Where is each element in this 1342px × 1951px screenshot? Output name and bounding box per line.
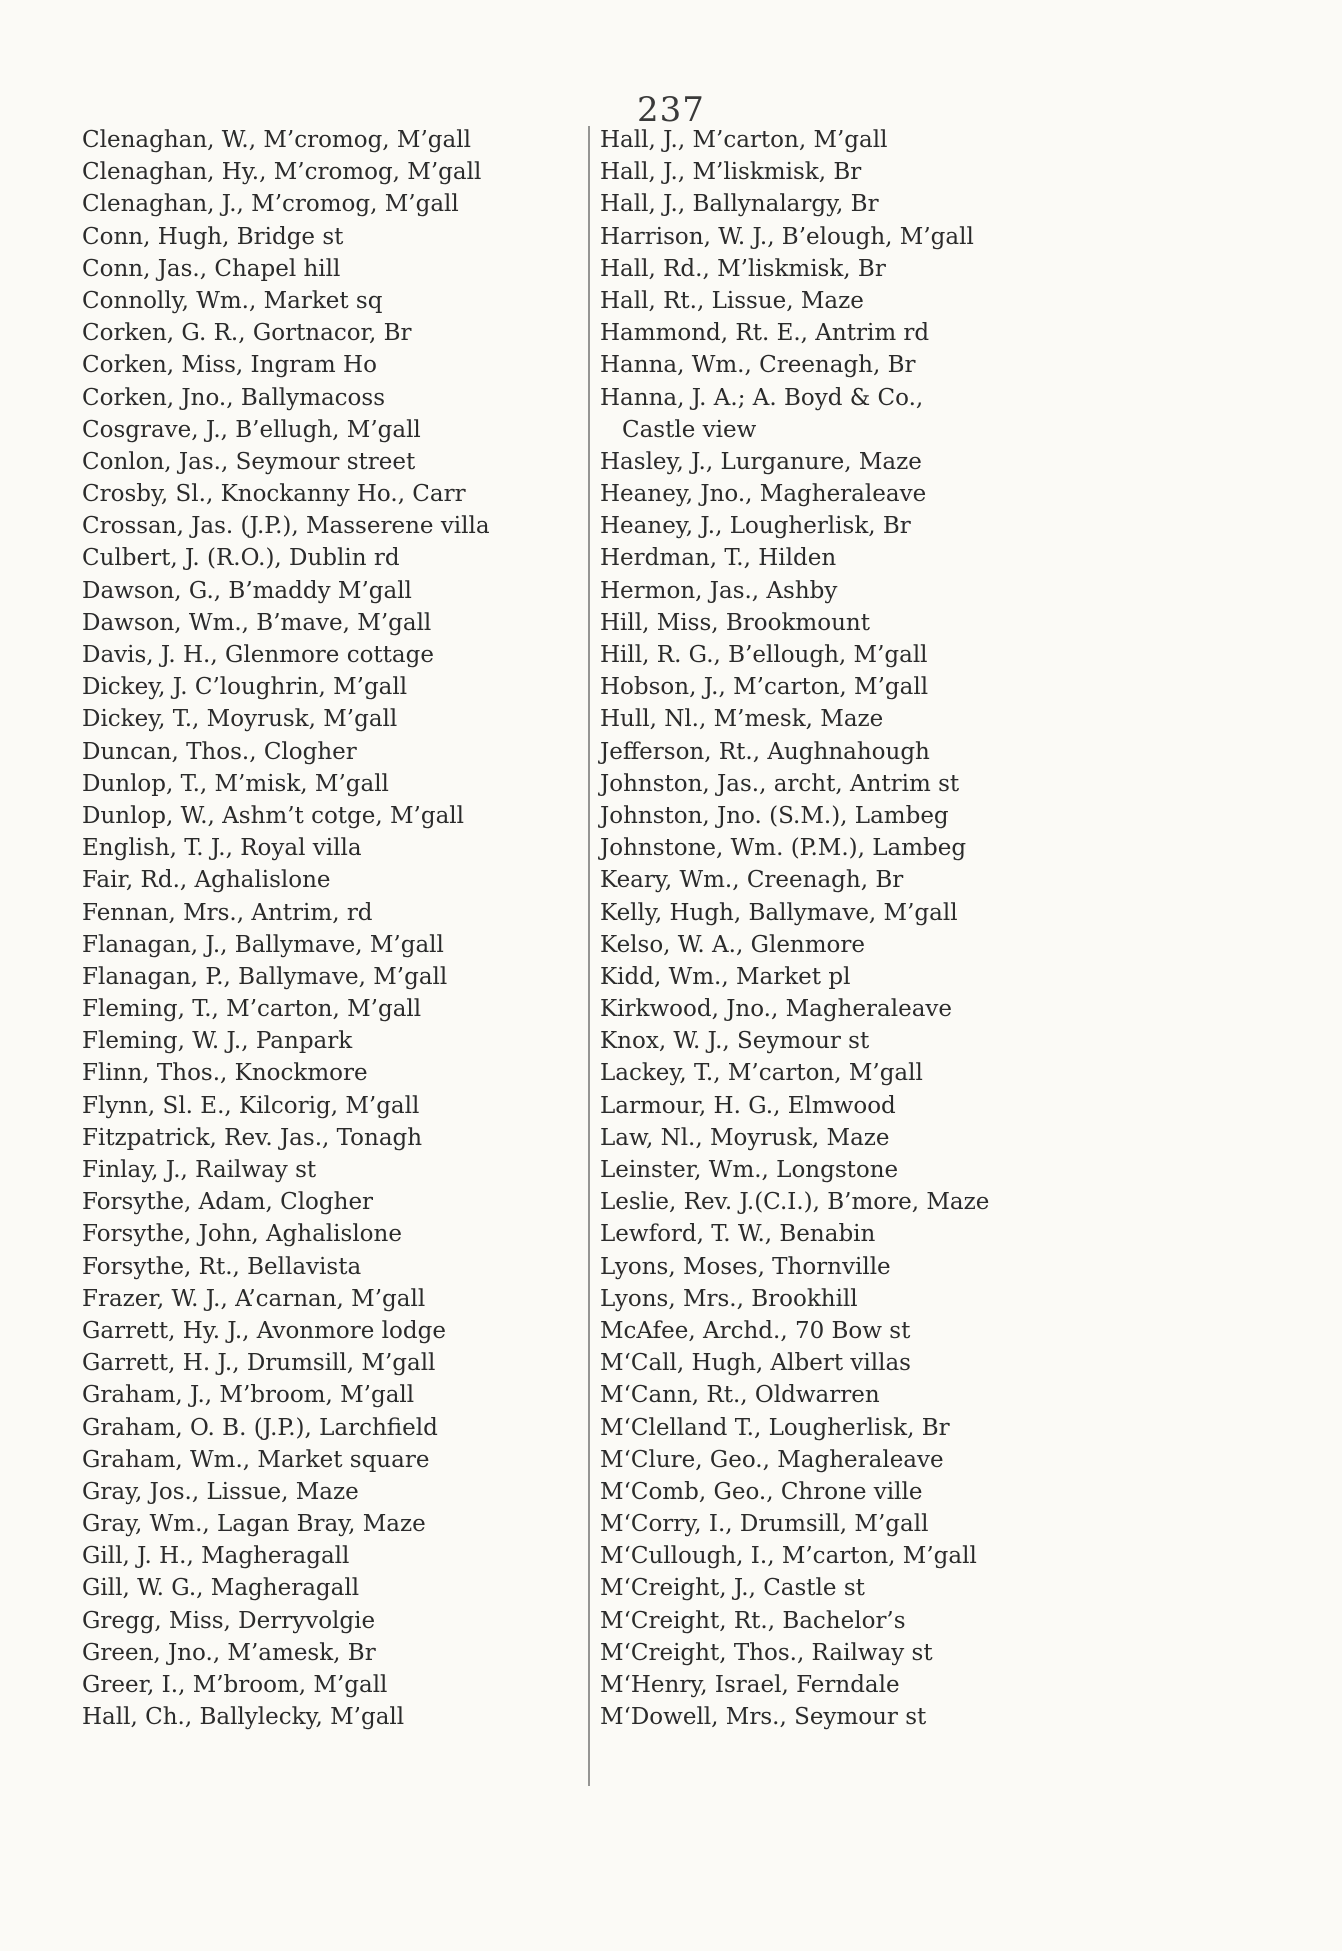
- directory-entry: Keary, Wm., Creenagh, Br: [600, 867, 904, 894]
- directory-entry: Graham, O. B. (J.P.), Larchfield: [82, 1414, 438, 1441]
- directory-entry: Flanagan, J., Ballymave, M’gall: [82, 931, 444, 958]
- directory-entry: M‘Call, Hugh, Albert villas: [600, 1350, 911, 1377]
- directory-entry: Hasley, J., Lurganure, Maze: [600, 448, 922, 475]
- directory-entry: Lewford, T. W., Benabin: [600, 1221, 876, 1248]
- directory-entry: Cosgrave, J., B’ellugh, M’gall: [82, 416, 421, 443]
- directory-entry: Lyons, Moses, Thornville: [600, 1253, 891, 1280]
- directory-entry: Leinster, Wm., Longstone: [600, 1157, 899, 1183]
- directory-entry: Duncan, Thos., Clogher: [82, 738, 357, 765]
- directory-entry: M‘Dowell, Mrs., Seymour st: [600, 1704, 927, 1731]
- directory-entry: Hanna, J. A.; A. Boyd & Co.,: [600, 384, 924, 411]
- directory-entry: Gregg, Miss, Derryvolgie: [82, 1607, 376, 1634]
- directory-entry: Castle view: [622, 416, 757, 443]
- directory-entry: Clenaghan, Hy., M’cromog, M’gall: [82, 159, 482, 186]
- directory-column-left: [82, 124, 572, 1733]
- directory-entry: Conn, Jas., Chapel hill: [82, 255, 341, 282]
- directory-entry: Herdman, T., Hilden: [600, 545, 837, 572]
- directory-entry: Dawson, Wm., B’mave, M’gall: [82, 609, 432, 636]
- directory-entry: Hobson, J., M’carton, M’gall: [600, 674, 929, 701]
- directory-entry: Lackey, T., M’carton, M’gall: [600, 1060, 923, 1087]
- directory-entry: Corken, Jno., Ballymacoss: [82, 384, 386, 411]
- directory-entry: Greer, I., M’broom, M’gall: [82, 1672, 388, 1698]
- directory-entry: Fennan, Mrs., Antrim, rd: [82, 899, 373, 926]
- directory-entry: Frazer, W. J., A’carnan, M’gall: [82, 1285, 426, 1312]
- directory-entry: Clenaghan, J., M’cromog, M’gall: [82, 191, 459, 218]
- directory-entry: Kelso, W. A., Glenmore: [600, 931, 866, 958]
- directory-entry: Gill, J. H., Magheragall: [82, 1543, 350, 1570]
- directory-entry: Lyons, Mrs., Brookhill: [600, 1285, 858, 1312]
- directory-entry: Hill, Miss, Brookmount: [600, 609, 870, 636]
- directory-entry: Fair, Rd., Aghalislone: [82, 867, 331, 894]
- directory-entry: Finlay, J., Railway st: [82, 1157, 317, 1183]
- directory-entry: M‘Creight, Rt., Bachelor’s: [600, 1607, 906, 1634]
- directory-entry: Johnston, Jno. (S.M.), Lambeg: [600, 802, 949, 829]
- directory-entry: Hall, J., Ballynalargy, Br: [600, 191, 879, 218]
- directory-entry: M‘Cullough, I., M’carton, M’gall: [600, 1543, 977, 1570]
- directory-entry: Gill, W. G., Magheragall: [82, 1575, 360, 1602]
- directory-entry: Connolly, Wm., Market sq: [82, 287, 383, 314]
- directory-entry: Heaney, Jno., Magheraleave: [600, 481, 927, 508]
- directory-entry: Kidd, Wm., Market pl: [600, 963, 851, 990]
- directory-entry: M‘Creight, J., Castle st: [600, 1575, 865, 1602]
- directory-entry: Harrison, W. J., B’elough, M’gall: [600, 223, 974, 250]
- directory-entry: M‘Comb, Geo., Chrone ville: [600, 1478, 923, 1505]
- directory-entry: Green, Jno., M’amesk, Br: [82, 1639, 376, 1666]
- directory-entry: Gray, Jos., Lissue, Maze: [82, 1478, 359, 1505]
- directory-entry: Johnston, Jas., archt, Antrim st: [600, 770, 960, 797]
- directory-entry: M‘Creight, Thos., Railway st: [600, 1639, 933, 1666]
- column-divider: [588, 126, 590, 1786]
- directory-column-right: [600, 124, 1120, 1733]
- directory-entry: Forsythe, John, Aghalislone: [82, 1221, 402, 1248]
- directory-entry: Garrett, Hy. J., Avonmore lodge: [82, 1317, 446, 1344]
- directory-entry: English, T. J., Royal villa: [82, 835, 362, 862]
- directory-entry: Flinn, Thos., Knockmore: [82, 1060, 368, 1087]
- directory-entry: Law, Nl., Moyrusk, Maze: [600, 1124, 890, 1151]
- directory-entry: Dickey, J. C’loughrin, M’gall: [82, 674, 408, 701]
- directory-entry: Leslie, Rev. J.(C.I.), B’more, Maze: [600, 1189, 990, 1216]
- directory-entry: Graham, J., M’broom, M’gall: [82, 1382, 415, 1409]
- directory-entry: Dickey, T., Moyrusk, M’gall: [82, 706, 398, 733]
- directory-entry: Dunlop, T., M’misk, M’gall: [82, 770, 389, 797]
- directory-entry: Kelly, Hugh, Ballymave, M’gall: [600, 899, 958, 926]
- directory-entry: M‘Clelland T., Lougherlisk, Br: [600, 1414, 950, 1441]
- directory-entry: M‘Henry, Israel, Ferndale: [600, 1672, 900, 1698]
- directory-entry: Hill, R. G., B’ellough, M’gall: [600, 642, 928, 668]
- directory-entry: Dunlop, W., Ashm’t cotge, M’gall: [82, 802, 465, 829]
- directory-entry: Davis, J. H., Glenmore cottage: [82, 642, 434, 668]
- directory-entry: Gray, Wm., Lagan Bray, Maze: [82, 1511, 426, 1538]
- directory-entry: Heaney, J., Lougherlisk, Br: [600, 513, 911, 540]
- directory-entry: M‘Corry, I., Drumsill, M’gall: [600, 1511, 929, 1538]
- directory-entry: M‘Clure, Geo., Magheraleave: [600, 1446, 944, 1473]
- directory-entry: Graham, Wm., Market square: [82, 1446, 430, 1473]
- directory-entry: Crosby, Sl., Knockanny Ho., Carr: [82, 481, 466, 508]
- directory-entry: McAfee, Archd., 70 Bow st: [600, 1317, 911, 1344]
- directory-entry: Johnstone, Wm. (P.M.), Lambeg: [600, 835, 967, 862]
- directory-entry: Fitzpatrick, Rev. Jas., Tonagh: [82, 1124, 423, 1151]
- directory-entry: Garrett, H. J., Drumsill, M’gall: [82, 1350, 436, 1377]
- page-number: 237: [637, 90, 705, 130]
- directory-entry: Hall, J., M’carton, M’gall: [600, 127, 888, 153]
- directory-entry: Hall, Ch., Ballylecky, M’gall: [82, 1704, 405, 1731]
- directory-entry: Hammond, Rt. E., Antrim rd: [600, 320, 930, 347]
- directory-entry: Forsythe, Rt., Bellavista: [82, 1253, 362, 1280]
- directory-entry: Corken, Miss, Ingram Ho: [82, 352, 377, 379]
- directory-entry: Flynn, Sl. E., Kilcorig, M’gall: [82, 1092, 420, 1119]
- directory-entry: Jefferson, Rt., Aughnahough: [600, 738, 930, 765]
- directory-entry: Dawson, G., B’maddy M’gall: [82, 577, 412, 604]
- directory-entry: Culbert, J. (R.O.), Dublin rd: [82, 545, 400, 572]
- directory-entry: Hull, Nl., M’mesk, Maze: [600, 706, 884, 733]
- directory-entry: Kirkwood, Jno., Magheraleave: [600, 996, 953, 1023]
- directory-entry: Hermon, Jas., Ashby: [600, 577, 838, 604]
- directory-entry: Crossan, Jas. (J.P.), Masserene villa: [82, 513, 490, 540]
- directory-entry: Corken, G. R., Gortnacor, Br: [82, 320, 412, 347]
- directory-entry: Knox, W. J., Seymour st: [600, 1028, 870, 1055]
- directory-entry: Fleming, T., M’carton, M’gall: [82, 996, 422, 1023]
- directory-entry: Flanagan, P., Ballymave, M’gall: [82, 963, 448, 990]
- directory-entry: Hall, J., M’liskmisk, Br: [600, 159, 862, 186]
- directory-entry: Clenaghan, W., M’cromog, M’gall: [82, 127, 471, 153]
- directory-entry: M‘Cann, Rt., Oldwarren: [600, 1382, 880, 1409]
- directory-entry: Fleming, W. J., Panpark: [82, 1028, 353, 1055]
- directory-entry: Hall, Rt., Lissue, Maze: [600, 287, 864, 314]
- directory-entry: Conlon, Jas., Seymour street: [82, 448, 416, 475]
- directory-entry: Larmour, H. G., Elmwood: [600, 1092, 896, 1119]
- directory-entry: Hall, Rd., M’liskmisk, Br: [600, 255, 886, 282]
- directory-entry: Conn, Hugh, Bridge st: [82, 223, 344, 250]
- directory-entry: Forsythe, Adam, Clogher: [82, 1189, 374, 1216]
- directory-entry: Hanna, Wm., Creenagh, Br: [600, 352, 916, 379]
